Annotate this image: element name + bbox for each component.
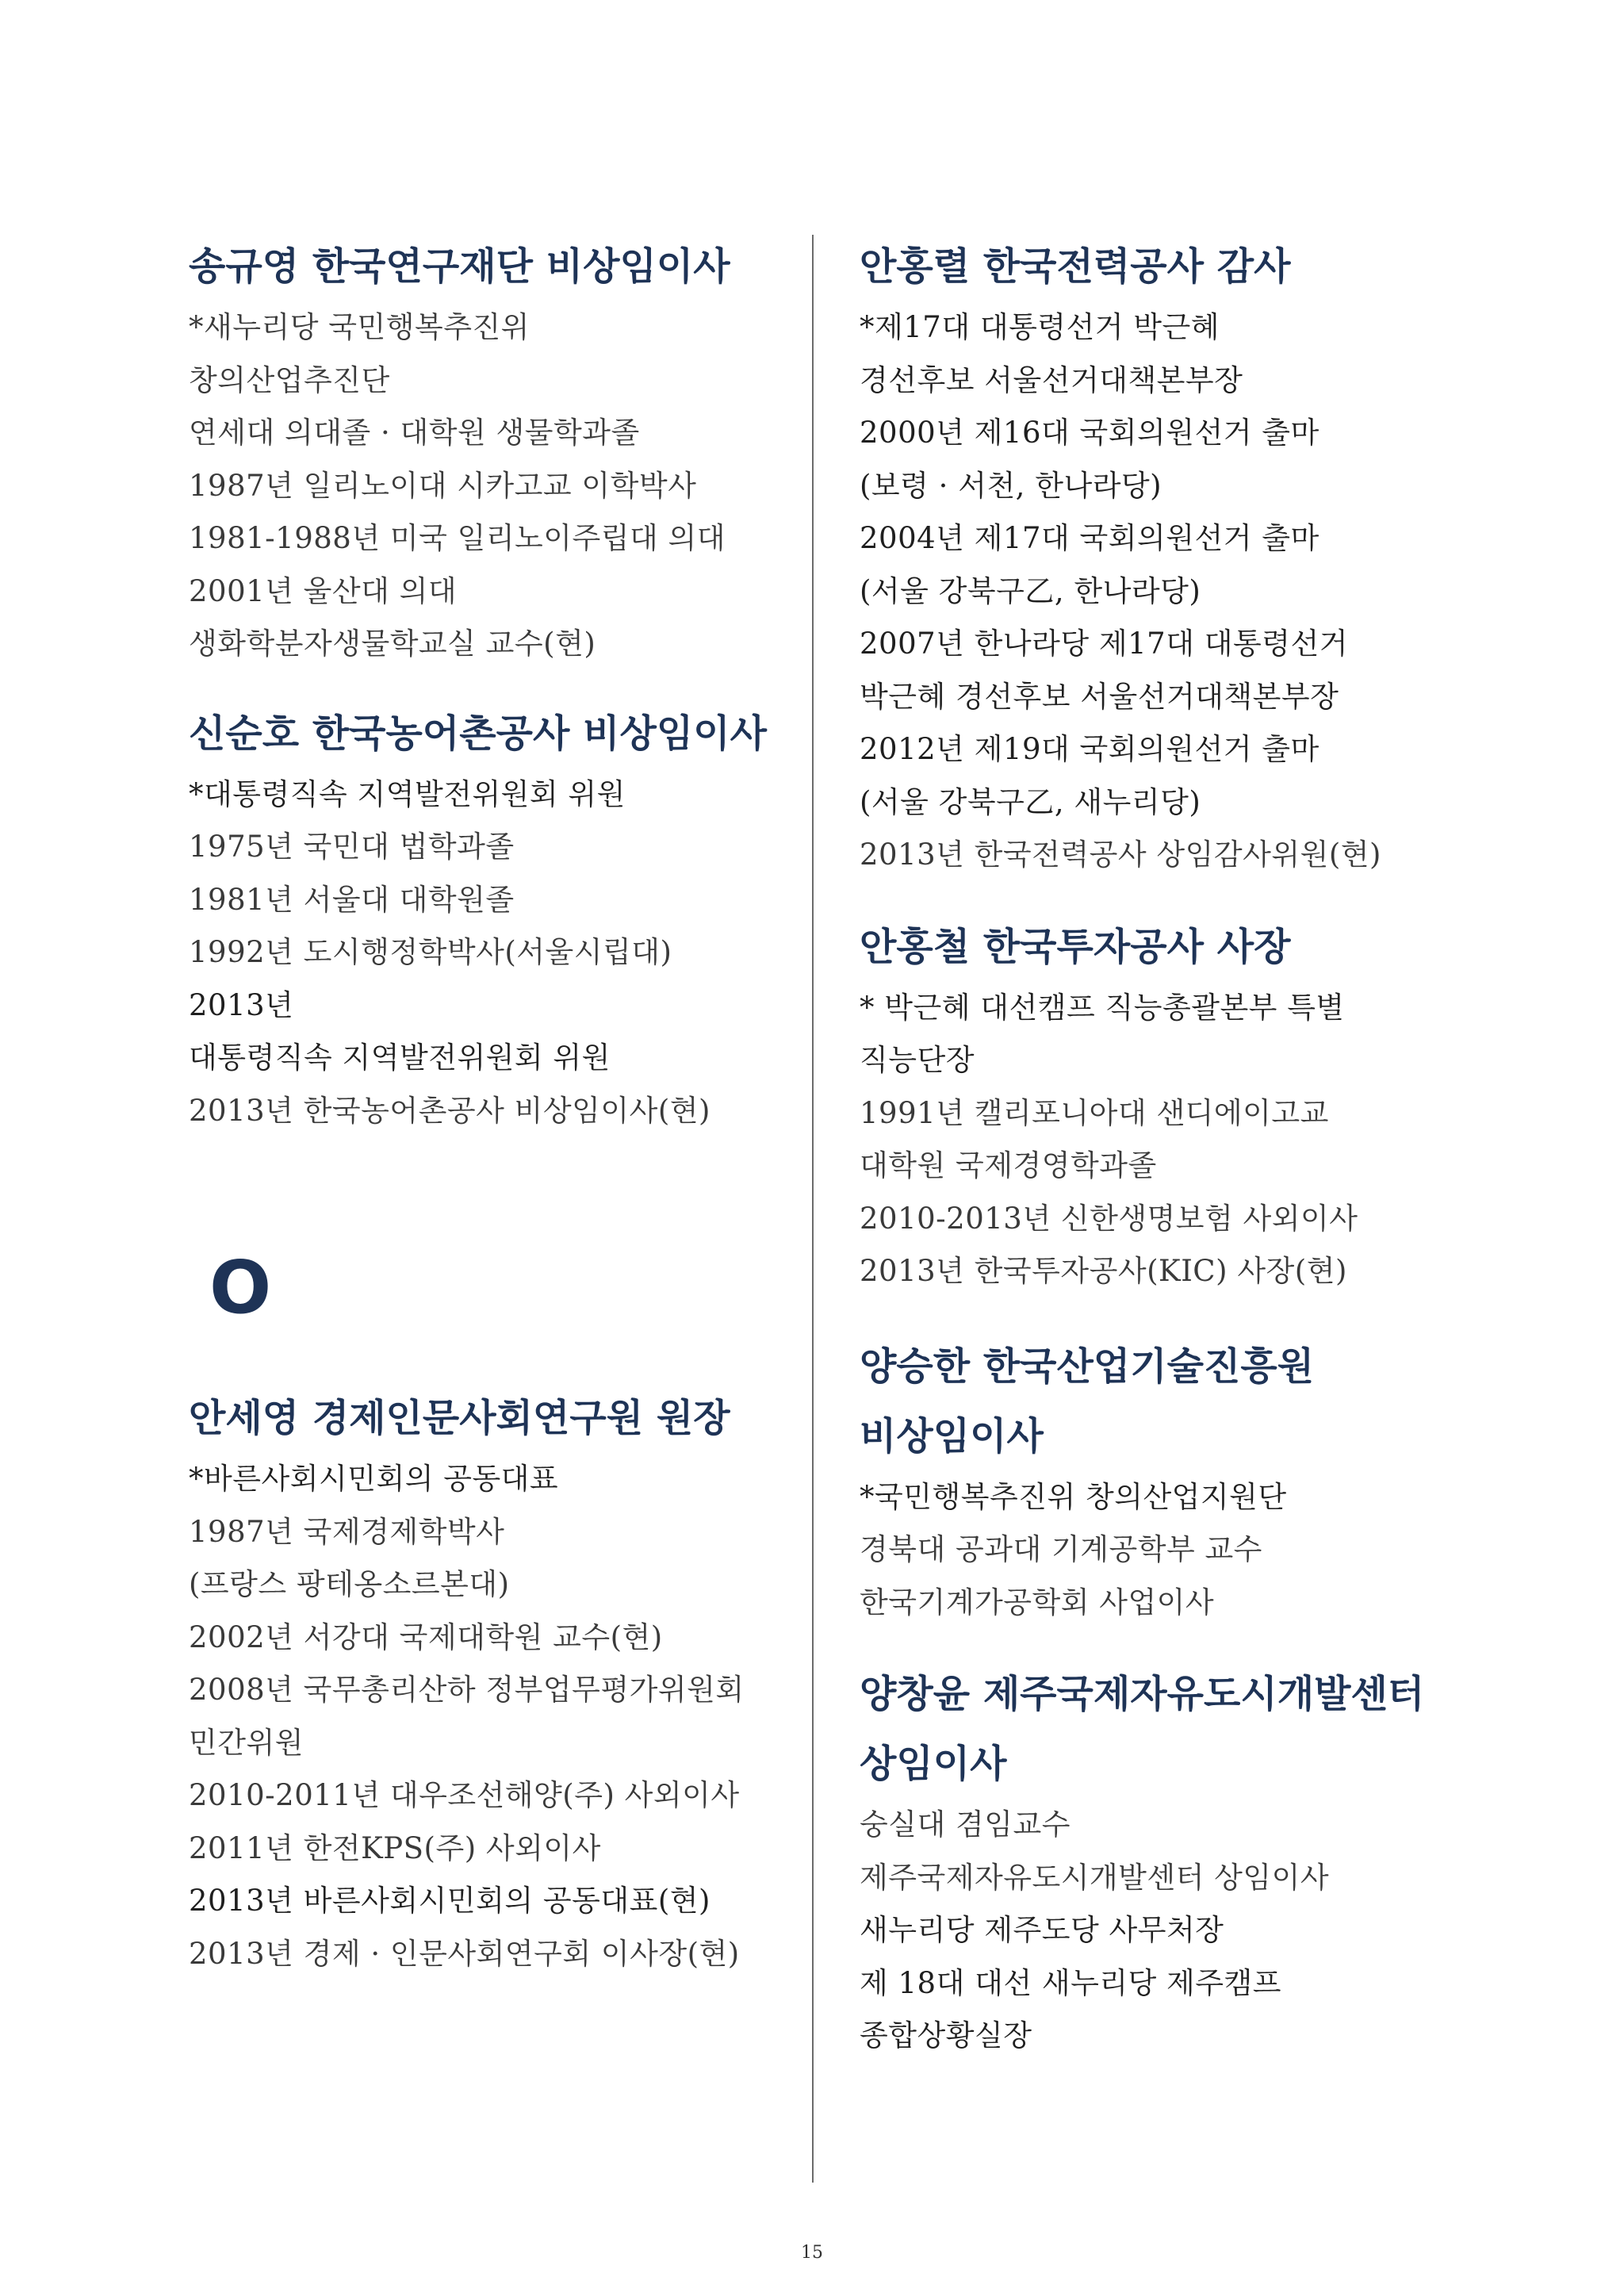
right-column	[860, 232, 1462, 2063]
entry-line: 2004년 제17대 국회의원선거 출마	[860, 521, 1320, 555]
entry-line: 2000년 제16대 국회의원선거 출마	[860, 416, 1320, 450]
entry-line: 새누리당 제주도당 사무처장	[860, 1913, 1224, 1947]
entry-line: 1991년 캘리포니아대 샌디에이고교	[860, 1095, 1329, 1130]
entry-line: 종합상황실장	[860, 2018, 1032, 2053]
entry-line: 제 18대 대선 새누리당 제주캠프	[860, 1965, 1282, 2000]
entry-line: 숭실대 겸임교수	[860, 1807, 1071, 1842]
entry-line: *대통령직속 지역발전위원회 위원	[189, 776, 626, 811]
entry-line: *새누리당 국민행복추진위	[189, 310, 530, 344]
entry-line: 경북대 공과대 기계공학부 교수	[860, 1532, 1262, 1566]
entry-line: 2013년	[189, 987, 294, 1022]
entry-yang-changyun	[860, 1659, 1462, 2063]
entry-title: 양승한 한국산업기술진흥원	[860, 1343, 1315, 1389]
entry-line: 민간위원	[189, 1725, 304, 1760]
entry-line: 1987년 국제경제학박사	[189, 1514, 505, 1549]
entry-line: 제주국제자유도시개발센터 상임이사	[860, 1860, 1330, 1895]
entry-line: 대학원 국제경영학과졸	[860, 1148, 1157, 1182]
entry-title: 안홍렬 한국전력공사 감사	[860, 244, 1291, 289]
entry-ahn-hongryeol	[860, 232, 1462, 882]
entry-title: 신순호 한국농어촌공사 비상임이사	[189, 711, 767, 756]
entry-line: 2010-2013년 신한생명보험 사외이사	[860, 1201, 1358, 1236]
column-divider	[812, 235, 814, 2183]
page-number: 15	[801, 2243, 823, 2263]
entry-song-gyuyoung	[189, 232, 807, 671]
entry-title: 송규영 한국연구재단 비상임이사	[189, 244, 730, 289]
entry-line: * 박근혜 대선캠프 직능총괄본부 특별	[860, 990, 1345, 1025]
entry-line: 1981년 서울대 대학원졸	[189, 882, 515, 917]
entry-ahn-hongcheol	[860, 912, 1462, 1298]
entry-shin-sunho	[189, 699, 807, 1138]
entry-line: 2013년 경제 · 인문사회연구회 이사장(현)	[189, 1936, 740, 1971]
entry-line: 2011년 한전KPS(주) 사외이사	[189, 1830, 601, 1865]
entry-title: 양창윤 제주국제자유도시개발센터	[860, 1672, 1425, 1716]
entry-line: (보령 · 서천, 한나라당)	[860, 468, 1162, 503]
entry-line: 2013년 바른사회시민회의 공동대표(현)	[189, 1884, 710, 1918]
entry-line: 박근혜 경선후보 서울선거대책본부장	[860, 679, 1339, 714]
entry-line: 1987년 일리노이대 시카고교 이학박사	[189, 468, 697, 503]
entry-line: 2001년 울산대 의대	[189, 573, 458, 608]
entry-yang-seunghan	[860, 1332, 1462, 1630]
entry-line: (서울 강북구乙, 새누리당)	[860, 784, 1201, 819]
entry-line: (프랑스 팡테옹소르본대)	[189, 1567, 510, 1601]
entry-line: 1992년 도시행정학박사(서울시립대)	[189, 935, 672, 969]
entry-line: 2013년 한국농어촌공사 비상임이사(현)	[189, 1093, 710, 1128]
entry-line: 2002년 서강대 국제대학원 교수(현)	[189, 1619, 663, 1654]
entry-line: 연세대 의대졸 · 대학원 생물학과졸	[189, 416, 640, 450]
entry-line: 경선후보 서울선거대책본부장	[860, 362, 1243, 397]
entry-title: 안세영 경제인문사회연구원 원장	[189, 1396, 730, 1440]
entry-line: *제17대 대통령선거 박근혜	[860, 310, 1220, 344]
entry-line: 생화학분자생물학교실 교수(현)	[189, 627, 596, 661]
section-letter: O	[209, 1245, 272, 1330]
entry-line: (서울 강북구乙, 한나라당)	[860, 573, 1201, 608]
entry-line: *국민행복추진위 창의산업지원단	[860, 1479, 1287, 1514]
entry-ahn-seyoung	[189, 1383, 807, 1980]
entry-line: 2007년 한나라당 제17대 대통령선거	[860, 627, 1348, 661]
entry-line: 1975년 국민대 법학과졸	[189, 830, 515, 864]
entry-title: 안홍철 한국투자공사 사장	[860, 924, 1291, 969]
entry-line: 대통령직속 지역발전위원회 위원	[189, 1041, 611, 1075]
entry-line: *바른사회시민회의 공동대표	[189, 1462, 559, 1496]
left-column	[189, 232, 807, 1980]
entry-title: 비상임이사	[860, 1413, 1044, 1458]
entry-line: 2012년 제19대 국회의원선거 출마	[860, 732, 1320, 766]
entry-line: 한국기계가공학회 사업이사	[860, 1585, 1215, 1619]
entry-line: 2010-2011년 대우조선해양(주) 사외이사	[189, 1778, 740, 1812]
entry-line: 창의산업추진단	[189, 362, 390, 397]
entry-line: 2008년 국무총리산하 정부업무평가위원회	[189, 1673, 745, 1707]
entry-line: 2013년 한국전력공사 상임감사위원(현)	[860, 838, 1381, 872]
entry-line: 직능단장	[860, 1043, 975, 1077]
entry-line: 1981-1988년 미국 일리노이주립대 의대	[189, 521, 726, 555]
entry-line: 2013년 한국투자공사(KIC) 사장(현)	[860, 1254, 1347, 1288]
entry-title: 상임이사	[860, 1742, 1007, 1786]
